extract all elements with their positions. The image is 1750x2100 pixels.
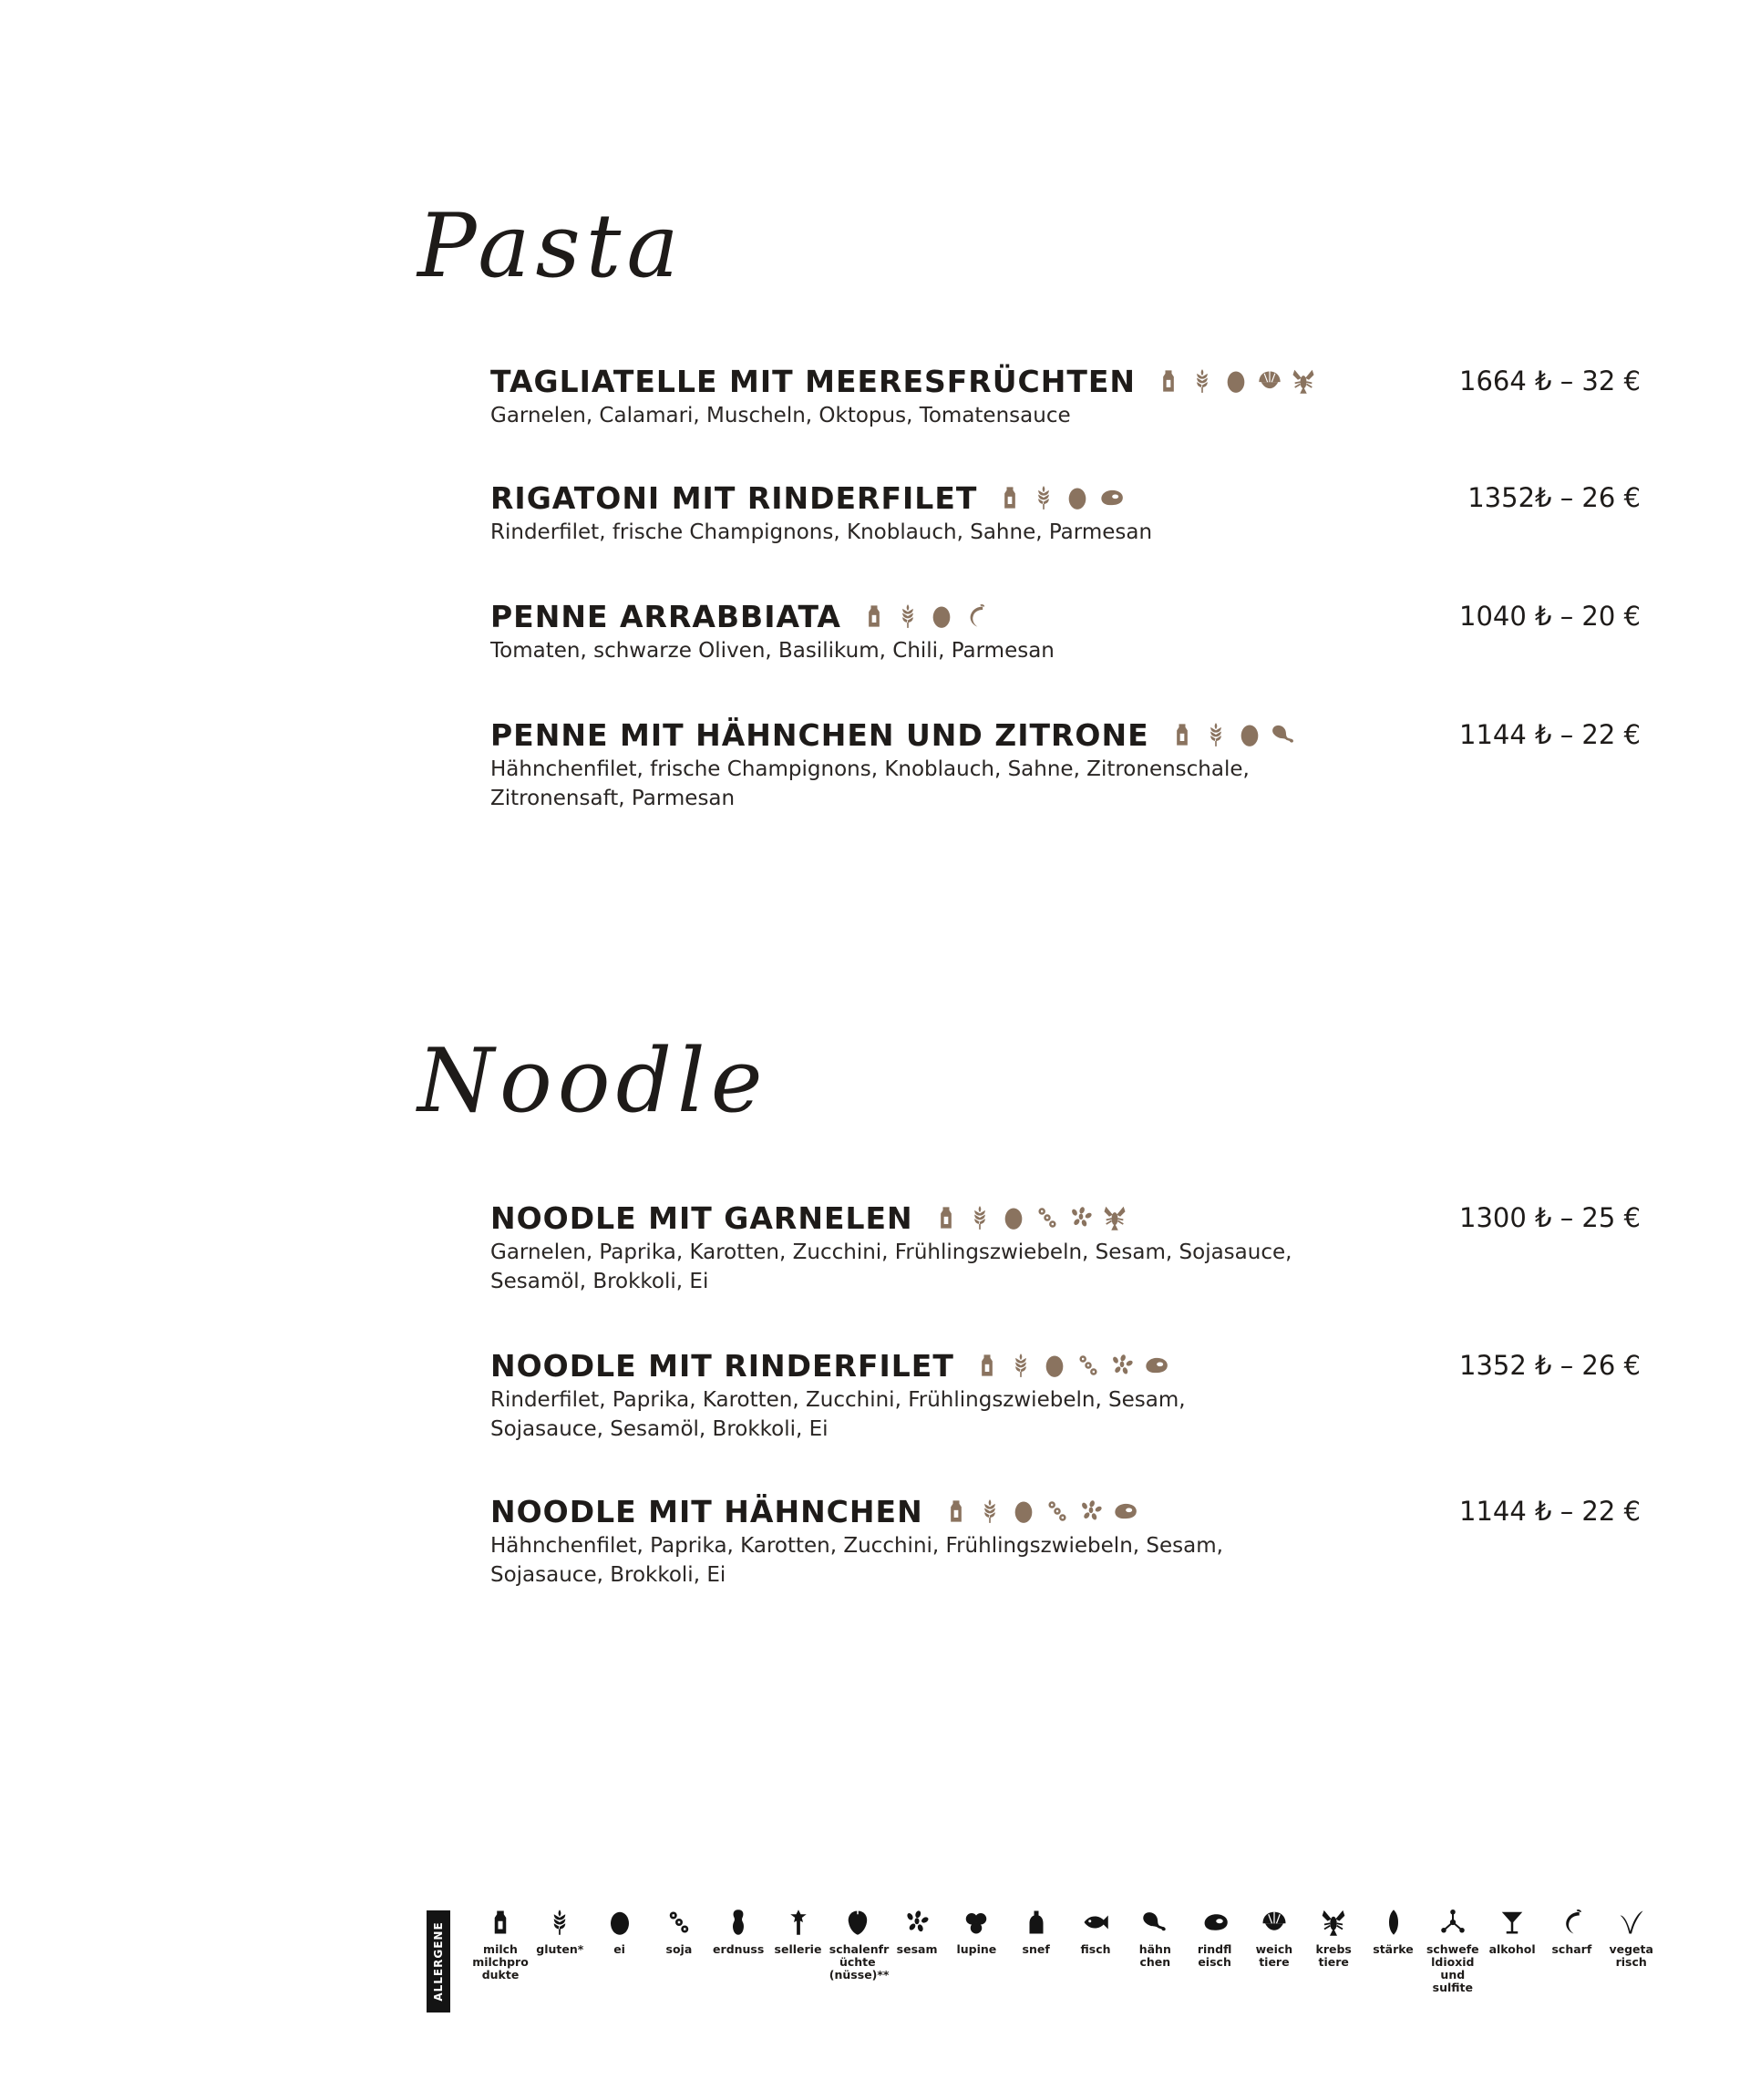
crustacean-icon xyxy=(1102,1205,1127,1230)
gluten-icon xyxy=(967,1205,993,1230)
sesame-icon xyxy=(1068,1205,1094,1230)
dish-price: 1664 ₺ – 32 € xyxy=(1459,365,1641,396)
allergen-label: hähn chen xyxy=(1138,1942,1171,1969)
sulphite-icon xyxy=(1439,1909,1467,1936)
nut-icon xyxy=(844,1909,871,1936)
allergen-label: snef xyxy=(1022,1942,1050,1956)
soy-icon xyxy=(1076,1353,1101,1378)
allergen-label: krebs tiere xyxy=(1315,1942,1352,1969)
chicken-icon xyxy=(1141,1909,1168,1936)
egg-icon xyxy=(1065,485,1090,510)
allergen-item-sesame xyxy=(889,1909,945,1956)
milk-icon xyxy=(943,1498,969,1524)
crustacean-icon xyxy=(1320,1909,1347,1936)
soy-icon xyxy=(665,1909,693,1936)
dish-description: Hähnchenfilet, frische Champignons, Knoblauch, Sahne, Zitronenschale, Zitronensaft, Parmesan xyxy=(490,757,1250,810)
allergen-item-peanut xyxy=(710,1909,767,1956)
mollusc-icon xyxy=(1261,1909,1288,1936)
dish-price: 1300 ₺ – 25 € xyxy=(1459,1202,1641,1233)
milk-icon xyxy=(974,1353,1000,1378)
allergen-label: vegeta risch xyxy=(1609,1942,1653,1969)
milk-icon xyxy=(1169,722,1195,747)
allergen-tag xyxy=(427,1910,450,2012)
allergen-label: fisch xyxy=(1080,1942,1111,1956)
crustacean-icon xyxy=(1291,368,1316,394)
peanut-icon xyxy=(725,1909,752,1936)
dish-allergen-icons xyxy=(1169,722,1296,747)
dish-price: 1352₺ – 26 € xyxy=(1467,482,1641,513)
dish-allergen-icons xyxy=(974,1353,1168,1378)
dish-allergen-icons xyxy=(861,603,988,629)
allergen-item-egg xyxy=(592,1909,648,1956)
sesame-icon xyxy=(1109,1353,1135,1378)
dish-item xyxy=(490,1491,1641,1590)
dish-item xyxy=(490,361,1641,430)
dish-item xyxy=(490,596,1641,665)
milk-icon xyxy=(487,1909,514,1936)
allergen-item-milk xyxy=(472,1909,529,1982)
allergen-item-mustard xyxy=(1008,1909,1065,1956)
allergen-label: weich tiere xyxy=(1255,1942,1293,1969)
soy-icon xyxy=(1035,1205,1060,1230)
milk-icon xyxy=(997,485,1023,510)
dish-item xyxy=(490,715,1641,813)
dish-price: 1352 ₺ – 26 € xyxy=(1459,1350,1641,1381)
dish-name: RIGATONI MIT RINDERFILET xyxy=(490,479,978,516)
dish-price: 1040 ₺ – 20 € xyxy=(1459,601,1641,632)
chili-icon xyxy=(962,603,988,629)
dish-price: 1144 ₺ – 22 € xyxy=(1459,719,1641,750)
sesame-icon xyxy=(1078,1498,1104,1524)
vegetarian-icon xyxy=(1618,1909,1645,1936)
section-title-pasta xyxy=(417,195,685,297)
dish-allergen-icons xyxy=(933,1205,1127,1230)
chili-icon xyxy=(1558,1909,1585,1936)
lupine-icon xyxy=(962,1909,990,1936)
allergen-label: scharf xyxy=(1551,1942,1592,1956)
allergen-label: sesam xyxy=(896,1942,938,1956)
allergen-label: schwefe ldioxid und sulfite xyxy=(1426,1942,1479,1994)
gluten-icon xyxy=(895,603,921,629)
egg-icon xyxy=(929,603,954,629)
alcohol-icon xyxy=(1498,1909,1526,1936)
dish-description: Hähnchenfilet, Paprika, Karotten, Zucchini, Frühlingszwiebeln, Sesam, Sojasauce, Brokkoli, Ei xyxy=(490,1534,1223,1587)
milk-icon xyxy=(933,1205,959,1230)
starch-icon xyxy=(1380,1909,1407,1936)
soy-icon xyxy=(1045,1498,1070,1524)
allergen-label: soja xyxy=(665,1942,693,1956)
gluten-icon xyxy=(977,1498,1003,1524)
allergen-item-chili xyxy=(1543,1909,1600,1956)
allergen-label: lupine xyxy=(956,1942,997,1956)
milk-icon xyxy=(861,603,887,629)
dish-item xyxy=(490,478,1641,547)
gluten-icon xyxy=(1008,1353,1034,1378)
mustard-icon xyxy=(1023,1909,1050,1936)
allergen-item-chicken xyxy=(1127,1909,1183,1969)
gluten-icon xyxy=(1203,722,1229,747)
beef-icon xyxy=(1112,1498,1138,1524)
allergen-label: schalenfr üchte (nüsse)** xyxy=(829,1942,890,1982)
dish-item xyxy=(490,1198,1641,1296)
allergen-label: ei xyxy=(613,1942,625,1956)
allergen-item-starch xyxy=(1365,1909,1422,1956)
dish-name: NOODLE MIT RINDERFILET xyxy=(490,1347,954,1384)
section-title-text: Pasta xyxy=(417,195,685,297)
gluten-icon xyxy=(1031,485,1056,510)
allergen-tag-label: ALLERGENE xyxy=(432,1921,445,2002)
gluten-icon xyxy=(1189,368,1215,394)
dish-name: PENNE ARRABBIATA xyxy=(490,598,841,634)
dish-allergen-icons xyxy=(997,485,1124,510)
allergen-item-lupine xyxy=(948,1909,1004,1956)
beef-icon xyxy=(1143,1353,1168,1378)
egg-icon xyxy=(1042,1353,1067,1378)
dish-description: Tomaten, schwarze Oliven, Basilikum, Chili, Parmesan xyxy=(490,639,1055,663)
dish-name: NOODLE MIT HÄHNCHEN xyxy=(490,1493,923,1529)
allergen-item-nut xyxy=(829,1909,890,1982)
allergen-label: stärke xyxy=(1373,1942,1414,1956)
gluten-icon xyxy=(546,1909,573,1936)
allergen-label: rindfl eisch xyxy=(1197,1942,1232,1969)
dish-allergen-icons xyxy=(1156,368,1316,394)
dish-item xyxy=(490,1345,1641,1444)
egg-icon xyxy=(1001,1205,1026,1230)
allergen-label: sellerie xyxy=(774,1942,822,1956)
dish-description: Rinderfilet, Paprika, Karotten, Zucchini, Frühlingszwiebeln, Sesam, Sojasauce, Sesamöl, Brokkoli, Ei xyxy=(490,1388,1186,1441)
chicken-icon xyxy=(1271,722,1296,747)
dish-name: PENNE MIT HÄHNCHEN UND ZITRONE xyxy=(490,716,1149,753)
dish-allergen-icons xyxy=(943,1498,1138,1524)
mollusc-icon xyxy=(1257,368,1282,394)
allergen-item-gluten xyxy=(531,1909,588,1956)
allergen-label: gluten* xyxy=(536,1942,584,1956)
allergen-item-vegetarian xyxy=(1603,1909,1660,1969)
egg-icon xyxy=(1011,1498,1036,1524)
beef-icon xyxy=(1201,1909,1229,1936)
allergen-item-celery xyxy=(770,1909,827,1956)
egg-icon xyxy=(1223,368,1249,394)
allergen-item-soy xyxy=(651,1909,707,1956)
allergen-item-beef xyxy=(1187,1909,1243,1969)
milk-icon xyxy=(1156,368,1181,394)
allergen-label: erdnuss xyxy=(713,1942,765,1956)
fish-icon xyxy=(1082,1909,1109,1936)
dish-description: Garnelen, Paprika, Karotten, Zucchini, Frühlingszwiebeln, Sesam, Sojasauce, Sesamöl, Brokkoli, Ei xyxy=(490,1240,1292,1293)
dish-price: 1144 ₺ – 22 € xyxy=(1459,1496,1641,1527)
dish-name: TAGLIATELLE MIT MEERESFRÜCHTEN xyxy=(490,363,1137,399)
dish-description: Garnelen, Calamari, Muscheln, Oktopus, Tomatensauce xyxy=(490,404,1071,427)
allergen-item-alcohol xyxy=(1484,1909,1540,1956)
egg-icon xyxy=(606,1909,633,1936)
allergen-item-mollusc xyxy=(1246,1909,1302,1969)
dish-description: Rinderfilet, frische Champignons, Knoblauch, Sahne, Parmesan xyxy=(490,520,1153,544)
allergen-label: milch milchpro dukte xyxy=(472,1942,529,1982)
dish-name: NOODLE MIT GARNELEN xyxy=(490,1199,913,1236)
allergen-item-fish xyxy=(1067,1909,1124,1956)
allergen-label: alkohol xyxy=(1488,1942,1536,1956)
allergen-item-sulphite xyxy=(1425,1909,1481,1994)
sesame-icon xyxy=(903,1909,931,1936)
beef-icon xyxy=(1098,485,1124,510)
celery-icon xyxy=(785,1909,812,1936)
section-title-text: Noodle xyxy=(417,1030,768,1132)
egg-icon xyxy=(1237,722,1262,747)
allergen-legend xyxy=(427,1909,1666,2036)
section-title-noodle xyxy=(417,1030,768,1132)
allergen-item-crustacean xyxy=(1305,1909,1362,1969)
